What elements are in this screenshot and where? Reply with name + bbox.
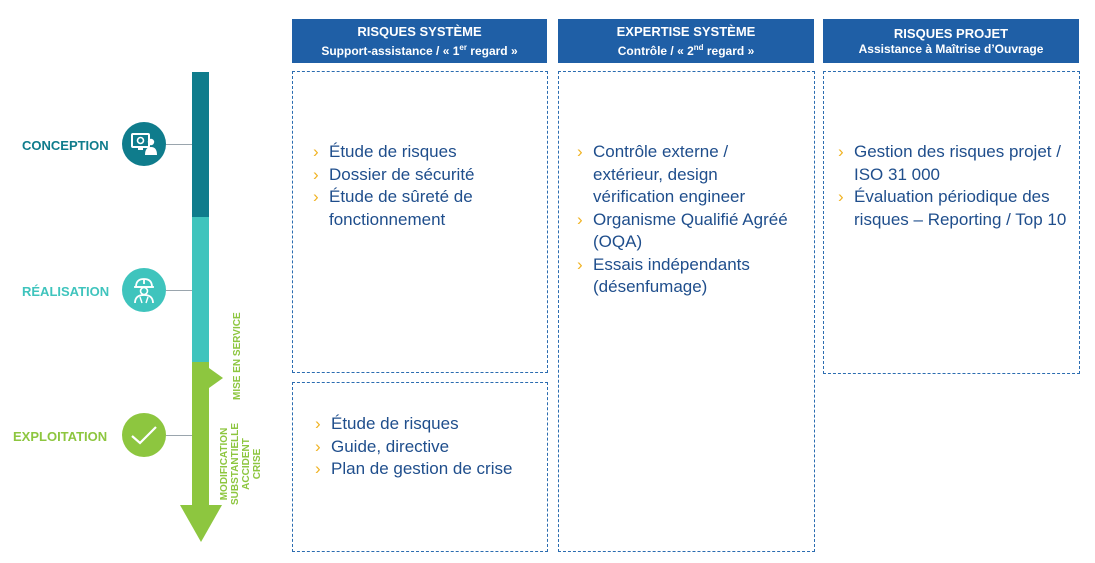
header-expertise-systeme: [558, 19, 814, 63]
timeline-arrow-exploitation: [178, 362, 224, 544]
milestone-modification: MODIFICATION SUBSTANTIELLE ACCIDENT CRISE: [219, 422, 263, 505]
header-risques-systeme: [292, 19, 547, 63]
list-item: › Étude de risques: [315, 413, 540, 436]
list-item: › Dossier de sécurité: [313, 164, 533, 187]
connector-conception: [166, 144, 192, 145]
header-subtitle: Contrôle / « 2nd regard »: [617, 42, 755, 58]
item-list: [838, 141, 1074, 231]
list-item: › Étude de risques: [313, 141, 533, 164]
list-item: › Essais indépendants (désenfumage): [577, 254, 797, 299]
header-title: RISQUES PROJET: [893, 25, 1009, 41]
header-risques-projet: [823, 19, 1079, 63]
box-risques-projet: [823, 71, 1080, 374]
list-item: › Organisme Qualifié Agréé (OQA): [577, 209, 797, 254]
timeline-bar-realisation: [192, 217, 209, 362]
item-list: [577, 141, 797, 299]
connector-realisation: [166, 290, 192, 291]
phase-label-exploitation: EXPLOITATION: [13, 429, 108, 444]
list-item: › Évaluation périodique des risques – Reporting / Top 10: [838, 186, 1074, 231]
milestone-mise-en-service: MISE EN SERVICE: [232, 312, 243, 400]
item-list: [313, 141, 533, 231]
phase-label-conception: CONCEPTION: [22, 138, 109, 153]
timeline-bar-conception: [192, 72, 209, 217]
header-title: RISQUES SYSTÈME: [357, 23, 482, 39]
item-list: [315, 413, 540, 481]
checkmark-icon: [122, 413, 166, 457]
box-risques-systeme-exploitation: [292, 382, 548, 552]
list-item: › Plan de gestion de crise: [315, 458, 540, 481]
box-expertise-systeme: [558, 71, 815, 552]
list-item: › Étude de sûreté de fonctionnement: [313, 186, 533, 231]
computer-user-icon: [122, 122, 166, 166]
header-subtitle: Assistance à Maîtrise d’Ouvrage: [858, 41, 1044, 56]
phase-label-realisation: RÉALISATION: [22, 284, 110, 299]
list-item: › Gestion des risques projet / ISO 31 000: [838, 141, 1074, 186]
box-risques-systeme-conception: [292, 71, 548, 373]
list-item: › Guide, directive: [315, 436, 540, 459]
header-subtitle: Support-assistance / « 1er regard »: [321, 42, 518, 58]
header-title: EXPERTISE SYSTÈME: [616, 23, 756, 39]
list-item: › Contrôle externe / extérieur, design vérification engineer: [577, 141, 797, 209]
worker-helmet-icon: [122, 268, 166, 312]
